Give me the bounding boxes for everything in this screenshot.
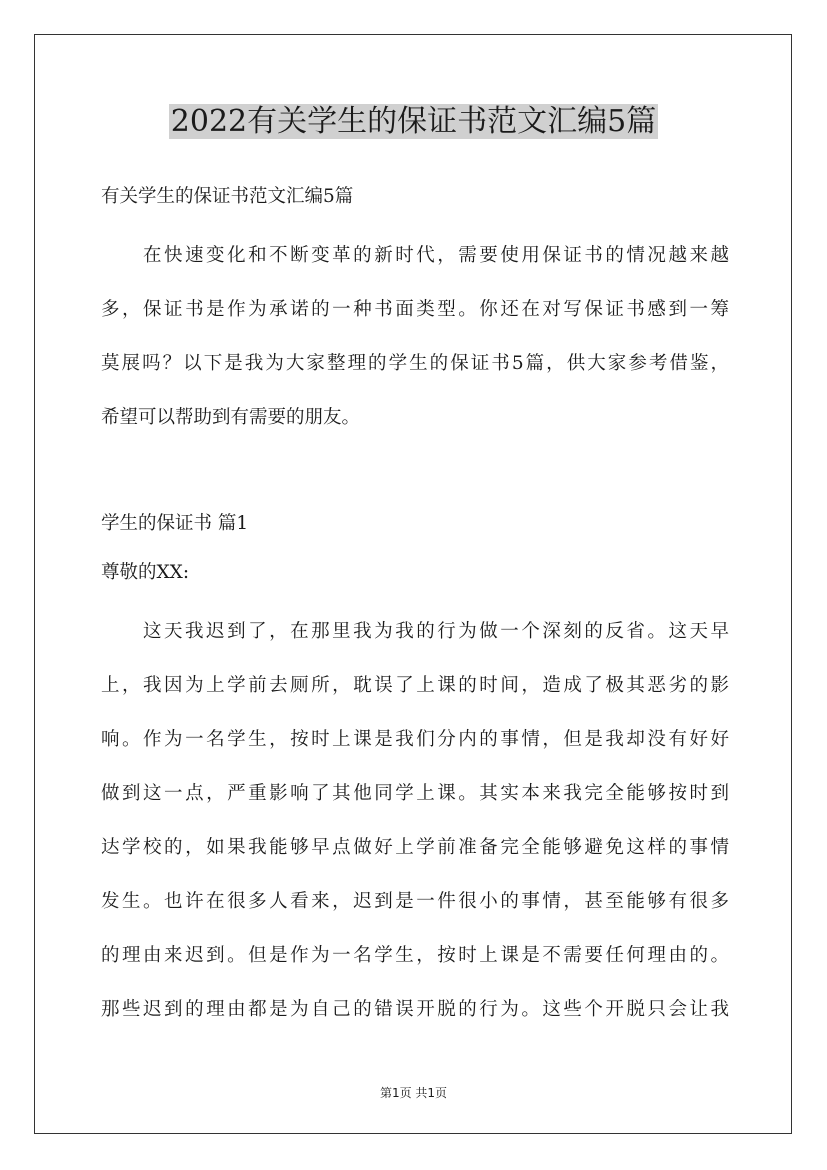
section-heading: 学生的保证书 篇1 [101, 513, 249, 534]
body-line: 响。作为一名学生，按时上课是我们分内的事情，但是我却没有好好 [101, 729, 729, 750]
document-subtitle: 有关学生的保证书范文汇编5篇 [101, 186, 354, 207]
body-line: 做到这一点，严重影响了其他同学上课。其实本来我完全能够按时到 [101, 783, 729, 804]
body-line: 达学校的，如果我能够早点做好上学前准备完全能够避免这样的事情 [101, 837, 729, 858]
page-footer: 第1页 共1页 [379, 1086, 448, 1100]
body-line: 上，我因为上学前去厕所，耽误了上课的时间，造成了极其恶劣的影 [101, 675, 729, 696]
salutation: 尊敬的XX: [101, 562, 190, 583]
intro-line: 莫展吗？以下是我为大家整理的学生的保证书5篇，供大家参考借鉴， [101, 353, 729, 374]
intro-line: 希望可以帮助到有需要的朋友。 [101, 407, 361, 428]
document-title-text: 2022有关学生的保证书范文汇编5篇 [170, 104, 657, 139]
intro-line: 多，保证书是作为承诺的一种书面类型。你还在对写保证书感到一筹 [101, 299, 729, 320]
intro-line: 在快速变化和不断变革的新时代，需要使用保证书的情况越来越 [143, 245, 729, 266]
body-line: 发生。也许在很多人看来，迟到是一件很小的事情，甚至能够有很多 [101, 891, 729, 912]
document-body [101, 175, 729, 1037]
body-line: 这天我迟到了，在那里我为我的行为做一个深刻的反省。这天早 [143, 621, 729, 642]
body-line: 那些迟到的理由都是为自己的错误开脱的行为。这些个开脱只会让我 [101, 999, 729, 1020]
body-line: 的理由来迟到。但是作为一名学生，按时上课是不需要任何理由的。 [101, 945, 729, 966]
document-title [0, 100, 827, 144]
